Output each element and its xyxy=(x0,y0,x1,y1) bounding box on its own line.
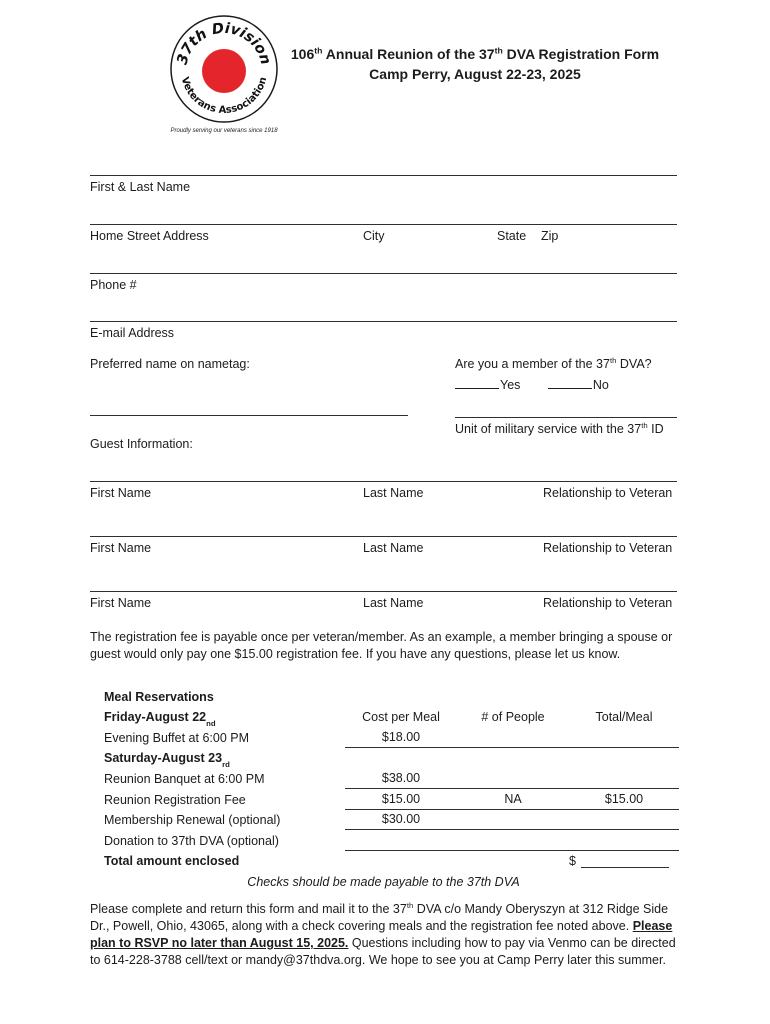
donation-total-cell[interactable] xyxy=(569,830,679,851)
guest-row xyxy=(90,536,677,556)
donation-people-cell[interactable] xyxy=(457,830,569,851)
meal-row-label: Reunion Registration Fee xyxy=(104,792,246,807)
no-blank-line[interactable] xyxy=(548,376,592,389)
meal-row-label: Evening Buffet at 6:00 PM xyxy=(104,730,250,745)
email-label: E-mail Address xyxy=(90,326,175,340)
first-last-name-line[interactable] xyxy=(90,175,677,176)
meal-section-title: Meal Reservations xyxy=(104,689,214,704)
dva-logo xyxy=(158,14,290,134)
evening-buffet-cost-cell: $18.00 xyxy=(345,727,457,748)
nametag-membership-block xyxy=(90,357,677,437)
yes-label: Yes xyxy=(500,378,521,392)
logo-arc-top-text: 37th Division xyxy=(174,20,274,67)
phone-label: Phone # xyxy=(90,278,137,292)
guest-first-name-label: First Name xyxy=(90,541,152,555)
guest-row xyxy=(90,481,677,501)
guest-first-name-label: First Name xyxy=(90,486,152,500)
banquet-total-cell[interactable] xyxy=(569,768,679,789)
registration-fee-cost-cell: $15.00 xyxy=(345,789,457,810)
meal-row-label: Donation to 37th DVA (optional) xyxy=(104,833,279,848)
address-line[interactable] xyxy=(90,224,677,225)
currency-symbol: $ xyxy=(569,854,576,869)
membership-cost-cell: $30.00 xyxy=(345,810,457,831)
mailing-instructions: Please complete and return this form and mail it to the 37th DVA c/o Mandy Oberyszyn at 312 Ridge Side Dr., Powell, Ohio, 43065, along with a check covering meals and the registration fee noted above. Please plan to RSVP no later than August 15, 2025. Questions including how to pay via Venmo can be directed to 614-228-3788 cell/text or mandy@37thdva.org. We hope to see you at Camp Perry later this summer. xyxy=(90,900,676,967)
total-meal-header: Total/Meal xyxy=(595,710,653,725)
evening-buffet-total-cell[interactable] xyxy=(569,727,679,748)
guest-relationship-label: Relationship to Veteran xyxy=(543,486,673,500)
guest-last-name-label: Last Name xyxy=(363,486,424,500)
meal-row-label: Membership Renewal (optional) xyxy=(104,813,281,828)
city-label: City xyxy=(363,229,385,243)
day-header-friday: Friday-August 22 nd xyxy=(104,710,216,729)
form-title: 106th Annual Reunion of the 37th DVA Registration Form xyxy=(290,45,660,62)
total-amount-line[interactable] xyxy=(581,855,669,868)
guest-info-heading: Guest Information: xyxy=(90,437,193,451)
guest-relationship-label: Relationship to Veteran xyxy=(543,541,673,555)
checks-payable-note: Checks should be made payable to the 37th DVA xyxy=(247,875,520,889)
unit-line[interactable] xyxy=(455,417,677,418)
cost-per-meal-header: Cost per Meal xyxy=(362,710,440,725)
dva-logo-emblem xyxy=(169,14,279,124)
guest-last-name-label: Last Name xyxy=(363,596,424,610)
guest-first-name-label: First Name xyxy=(90,596,152,610)
nametag-line[interactable] xyxy=(90,415,408,416)
field-phone xyxy=(90,273,677,293)
form-subtitle: Camp Perry, August 22-23, 2025 xyxy=(369,66,581,82)
logo-tagline: Proudly serving our veterans since 1918 xyxy=(170,128,278,134)
zip-label: Zip xyxy=(541,229,559,243)
evening-buffet-people-cell[interactable] xyxy=(457,727,569,748)
email-line[interactable] xyxy=(90,321,677,322)
guest-2-line[interactable] xyxy=(90,536,677,537)
guest-row xyxy=(90,591,677,611)
guest-relationship-label: Relationship to Veteran xyxy=(543,596,673,610)
field-address xyxy=(90,224,677,244)
state-label: State xyxy=(497,229,527,243)
membership-total-cell[interactable] xyxy=(569,810,679,831)
logo-red-circle xyxy=(202,49,246,93)
field-first-last-name xyxy=(90,175,677,195)
donation-cost-cell[interactable] xyxy=(345,830,457,851)
yes-blank-line[interactable] xyxy=(455,376,499,389)
first-last-name-label: First & Last Name xyxy=(90,180,191,194)
member-yes-no-row xyxy=(455,376,677,392)
meal-reservations-table xyxy=(104,686,679,871)
banquet-cost-cell: $38.00 xyxy=(345,768,457,789)
no-label: No xyxy=(592,378,609,392)
total-amount-cell[interactable] xyxy=(569,851,679,872)
guest-last-name-label: Last Name xyxy=(363,541,424,555)
num-people-header: # of People xyxy=(481,710,545,725)
phone-line[interactable] xyxy=(90,273,677,274)
nametag-label: Preferred name on nametag: xyxy=(90,357,250,371)
total-amount-label: Total amount enclosed xyxy=(104,854,240,869)
day-header-saturday: Saturday-August 23 rd xyxy=(104,751,230,770)
rsvp-deadline: Please plan to RSVP no later than August 15, 2025. xyxy=(90,919,673,950)
field-email xyxy=(90,321,677,341)
form-header xyxy=(272,44,678,84)
registration-fee-note: The registration fee is payable once per veteran/member. As an example, a member bringing a spouse or guest would only pay one $15.00 registration fee. If you have any questions, please let us know. xyxy=(90,630,673,661)
home-street-address-label: Home Street Address xyxy=(90,229,209,243)
banquet-people-cell[interactable] xyxy=(457,768,569,789)
member-question-label: Are you a member of the 37th DVA? xyxy=(455,355,652,371)
registration-fee-total-cell: $15.00 xyxy=(569,789,679,810)
guest-3-line[interactable] xyxy=(90,591,677,592)
guest-1-line[interactable] xyxy=(90,481,677,482)
membership-people-cell[interactable] xyxy=(457,810,569,831)
registration-fee-people-cell: NA xyxy=(457,789,569,810)
unit-label: Unit of military service with the 37th ID xyxy=(455,420,664,436)
meal-row-label: Reunion Banquet at 6:00 PM xyxy=(104,771,265,786)
logo-arc-bottom-text: Veterans Association xyxy=(178,75,270,117)
